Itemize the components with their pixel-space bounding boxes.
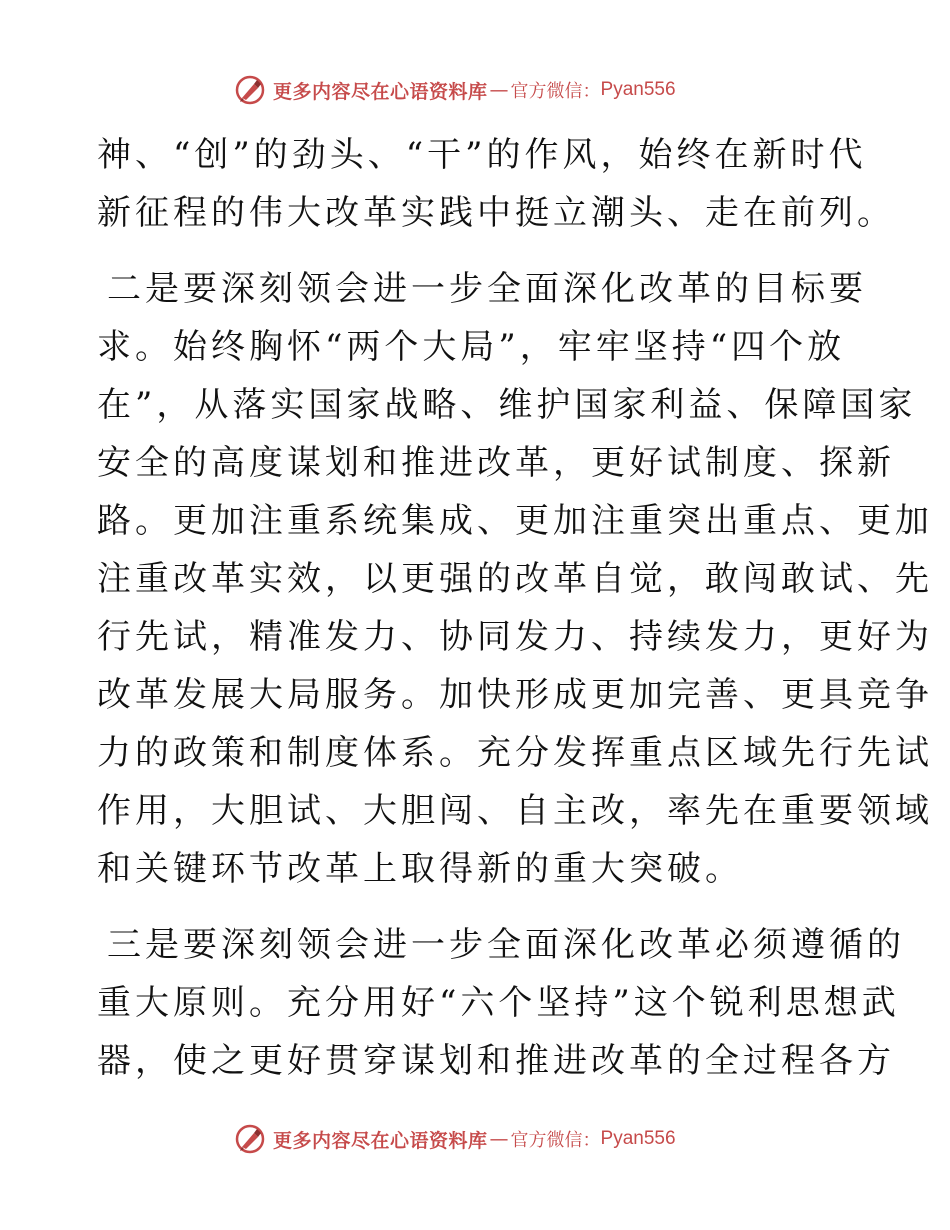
paragraph-continuation (97, 126, 895, 242)
document-body (97, 126, 933, 1090)
watermark-main-text: 更多内容尽在心语资料库 (273, 80, 488, 103)
text-line: 和关键环节改革上取得新的重大突破。 (97, 849, 743, 889)
watermark-wechat-id: Pyan556 (600, 1128, 676, 1149)
text-line: 器，使之更好贯穿谋划和推进改革的全过程各方 (97, 1041, 895, 1081)
text-line: 神、“创”的劲头、“干”的作风，始终在新时代 (97, 135, 867, 175)
text-line: 安全的高度谋划和推进改革，更好试制度、探新 (97, 443, 895, 483)
watermark-wechat-id: Pyan556 (600, 79, 676, 100)
watermark-official-label: 官方微信： (510, 81, 601, 102)
text-line: 改革发展大局服务。加快形成更加完善、更具竞争 (97, 675, 933, 715)
text-line: 行先试，精准发力、协同发力、持续发力，更好为 (97, 617, 933, 657)
pen-logo-icon (233, 73, 267, 107)
watermark-official-label: 官方微信： (510, 1130, 601, 1151)
text-line: 三是要深刻领会进一步全面深化改革必须遵循的 (107, 925, 905, 965)
paragraph-major-principles (97, 916, 905, 1090)
watermark-main-text: 更多内容尽在心语资料库 (273, 1129, 488, 1152)
watermark-separator: — (489, 1128, 509, 1150)
text-line: 路。更加注重系统集成、更加注重突出重点、更加 (97, 501, 933, 541)
text-line: 在”，从落实国家战略、维护国家利益、保障国家 (97, 385, 917, 425)
watermark-separator: — (489, 79, 509, 101)
footer-watermark (233, 1122, 676, 1156)
text-line: 力的政策和制度体系。充分发挥重点区域先行先试 (97, 733, 933, 773)
text-line: 重大原则。充分用好“六个坚持”这个锐利思想武 (97, 983, 900, 1023)
text-line: 二是要深刻领会进一步全面深化改革的目标要 (107, 269, 867, 309)
pen-logo-icon (233, 1122, 267, 1156)
text-line: 新征程的伟大改革实践中挺立潮头、走在前列。 (97, 193, 895, 233)
header-watermark (233, 73, 676, 107)
text-line: 作用，大胆试、大胆闯、自主改，率先在重要领域 (97, 791, 933, 831)
text-line: 求。始终胸怀“两个大局”，牢牢坚持“四个放 (97, 327, 846, 367)
paragraph-goal-requirements (97, 260, 933, 898)
text-line: 注重改革实效，以更强的改革自觉，敢闯敢试、先 (97, 559, 933, 599)
